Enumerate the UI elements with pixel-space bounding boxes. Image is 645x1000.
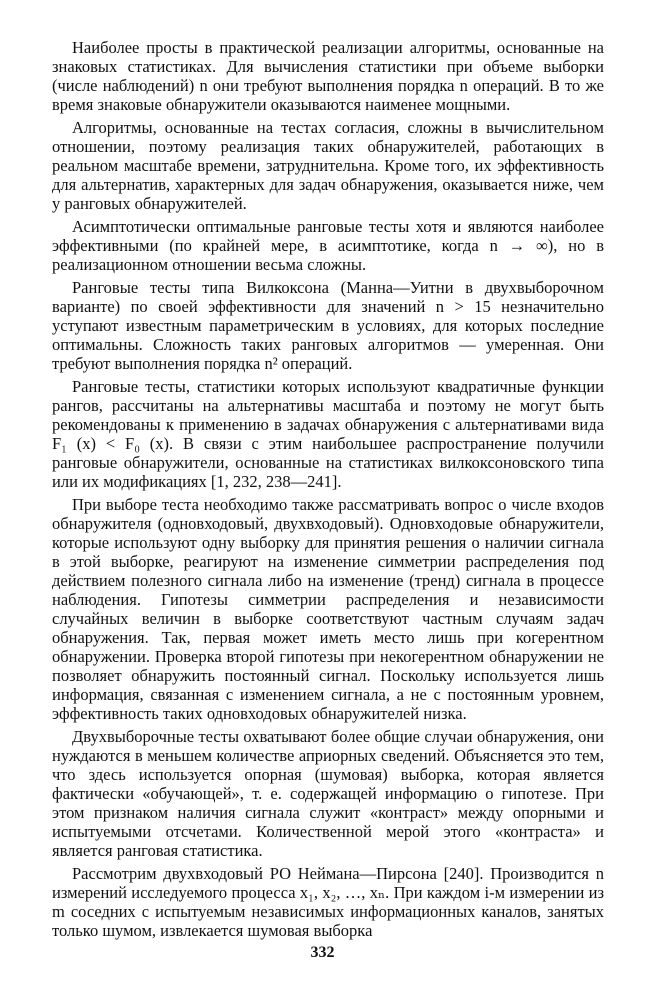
paragraph-5: Ранговые тесты, статистики которых используют квадратичные функции рангов, рассчитаны на альтернативы масштаба и поэтому не могут быть рекомендованы к применению в задачах обнаружения с альтернативами вида F₁ (x) < F₀ (x). В связи с этим наибольшее распространение получили ранговые обнаружители, основанные на статистиках вилкоксоновского типа или их модификациях [1, 232, 238—241]. <box>52 377 604 491</box>
paragraph-1: Наиболее просты в практической реализации алгоритмы, основанные на знаковых статистиках. Для вычисления статистики при объеме выборки (числе наблюдений) n они требуют выполнения порядка n операций. В то же время знаковые обнаружители оказываются наименее мощными. <box>52 38 604 114</box>
paragraph-4: Ранговые тесты типа Вилкоксона (Манна—Уитни в двухвыборочном варианте) по своей эффективности для значений n > 15 незначительно уступают известным параметрическим в условиях, для которых последние оптимальны. Сложность таких ранговых алгоритмов — умеренная. Они требуют выполнения порядка n² операций. <box>52 278 604 373</box>
page-number: 332 <box>310 944 335 961</box>
paragraph-7: Двухвыборочные тесты охватывают более общие случаи обнаружения, они нуждаются в меньшем количестве априорных сведений. Объясняется это тем, что здесь используется опорная (шумовая) выборка, которая является фактически «обучающей», т. е. содержащей информацию о гипотезе. При этом признаком наличия сигнала служит «контраст» между опорными и испытуемыми отсчетами. Количественной мерой этого «контраста» и является ранговая статистика. <box>52 727 604 860</box>
paragraph-3: Асимптотически оптимальные ранговые тесты хотя и являются наиболее эффективными (по крайней мере, в асимптотике, когда n → ∞), но в реализационном отношении весьма сложны. <box>52 217 604 274</box>
paragraph-2: Алгоритмы, основанные на тестах согласия, сложны в вычислительном отношении, поэтому реализация таких обнаружителей, работающих в реальном масштабе времени, затруднительна. Кроме того, их эффективность для альтернатив, характерных для задач обнаружения, оказывается ниже, чем у ранговых обнаружителей. <box>52 118 604 213</box>
page-text <box>52 38 604 944</box>
paragraph-6: При выборе теста необходимо также рассматривать вопрос о числе входов обнаружителя (одновходовый, двухвходовый). Одновходовые обнаружители, которые используют одну выборку для принятия решения о наличии сигнала в этой выборке, реагируют на изменение симметрии распределения под действием полезного сигнала либо на изменение (тренд) сигнала в процессе наблюдения. Гипотезы симметрии распределения и независимости случайных величин в выборке соответствуют частным случаям задач обнаружения. Так, первая может иметь место лишь при когерентном обнаружении. Проверка второй гипотезы при некогерентном обнаружении не позволяет обнаружить постоянный сигнал. Поскольку используется лишь информация, связанная с изменением сигнала, а не с постоянным уровнем, эффективность таких одновходовых обнаружителей низка. <box>52 495 604 723</box>
paragraph-8: Рассмотрим двухвходовый РО Неймана—Пирсона [240]. Производится n измерений исследуемого процесса x₁, x₂, …, xₙ. При каждом i-м измерении из m соседних с испытуемым независимых информационных каналов, занятых только шумом, извлекается шумовая выборка <box>52 864 604 940</box>
